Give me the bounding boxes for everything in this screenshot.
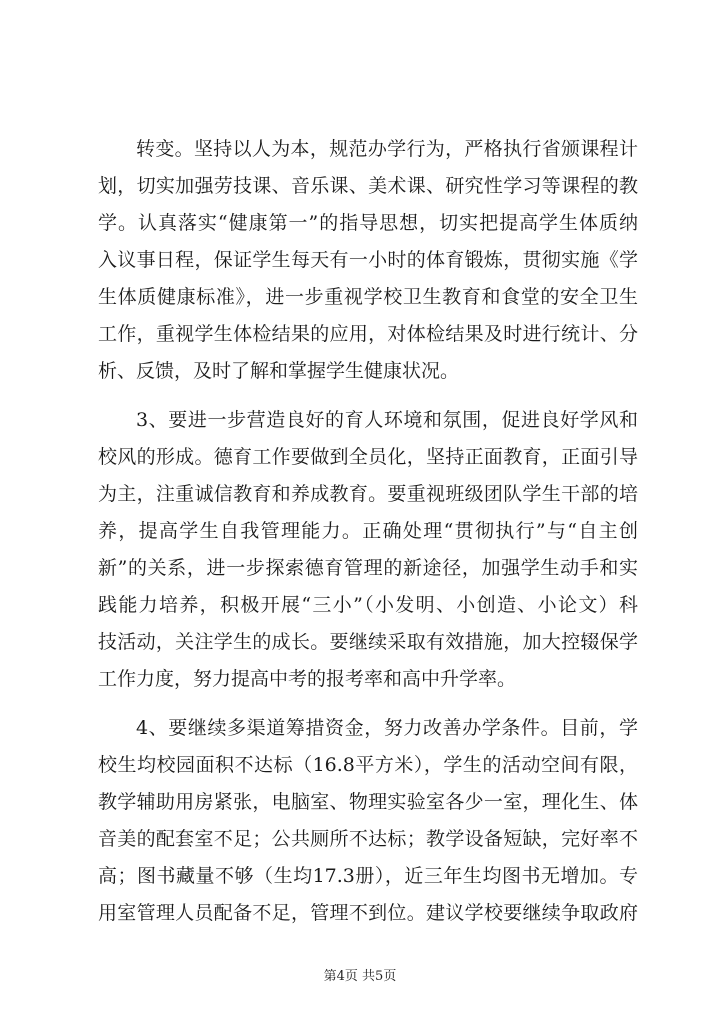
page-footer: 第4页 共5页 bbox=[323, 969, 397, 984]
text-line: 工作，重视学生体检结果的应用，对体检结果及时进行统计、分 bbox=[98, 323, 638, 345]
text-line: 养，提高学生自我管理能力。正确处理“贯彻执行”与“自主创 bbox=[98, 520, 638, 542]
text-line: 析、反馈，及时了解和掌握学生健康状况。 bbox=[98, 360, 460, 382]
text-line: 践能力培养，积极开展“三小”（小发明、小创造、小论文）科 bbox=[98, 594, 638, 616]
text-line: 新”的关系，进一步探索德育管理的新途径，加强学生动手和实 bbox=[98, 557, 638, 579]
text-line: 工作力度，努力提高中考的报考率和高中升学率。 bbox=[98, 668, 517, 690]
text-line: 教学辅助用房紧张，电脑室、物理实验室各少一室，理化生、体 bbox=[98, 791, 638, 813]
text-line: 校风的形成。德育工作要做到全员化，坚持正面教育，正面引导 bbox=[98, 446, 638, 468]
text-line: 4、要继续多渠道筹措资金，努力改善办学条件。目前，学 bbox=[136, 717, 638, 739]
text-line: 入议事日程，保证学生每天有一小时的体育锻炼，贯彻实施《学 bbox=[98, 249, 638, 271]
text-line: 高；图书藏量不够（生均17.3册），近三年生均图书无增加。专 bbox=[98, 865, 638, 887]
text-line: 技活动，关注学生的成长。要继续采取有效措施，加大控辍保学 bbox=[98, 631, 638, 653]
text-line: 转变。坚持以人为本，规范办学行为，严格执行省颁课程计 bbox=[136, 138, 638, 160]
text-line: 生体质健康标准》，进一步重视学校卫生教育和食堂的安全卫生 bbox=[98, 286, 638, 308]
text-line: 3、要进一步营造良好的育人环境和氛围，促进良好学风和 bbox=[136, 409, 638, 431]
text-line: 校生均校园面积不达标（16.8平方米），学生的活动空间有限， bbox=[98, 754, 638, 776]
text-line: 划，切实加强劳技课、音乐课、美术课、研究性学习等课程的教 bbox=[98, 175, 638, 197]
text-line: 学。认真落实“健康第一”的指导思想，切实把提高学生体质纳 bbox=[98, 212, 638, 234]
text-line: 音美的配套室不足；公共厕所不达标；教学设备短缺，完好率不 bbox=[98, 828, 638, 850]
text-line: 用室管理人员配备不足，管理不到位。建议学校要继续争取政府 bbox=[98, 902, 638, 924]
text-line: 为主，注重诚信教育和养成教育。要重视班级团队学生干部的培 bbox=[98, 483, 638, 505]
